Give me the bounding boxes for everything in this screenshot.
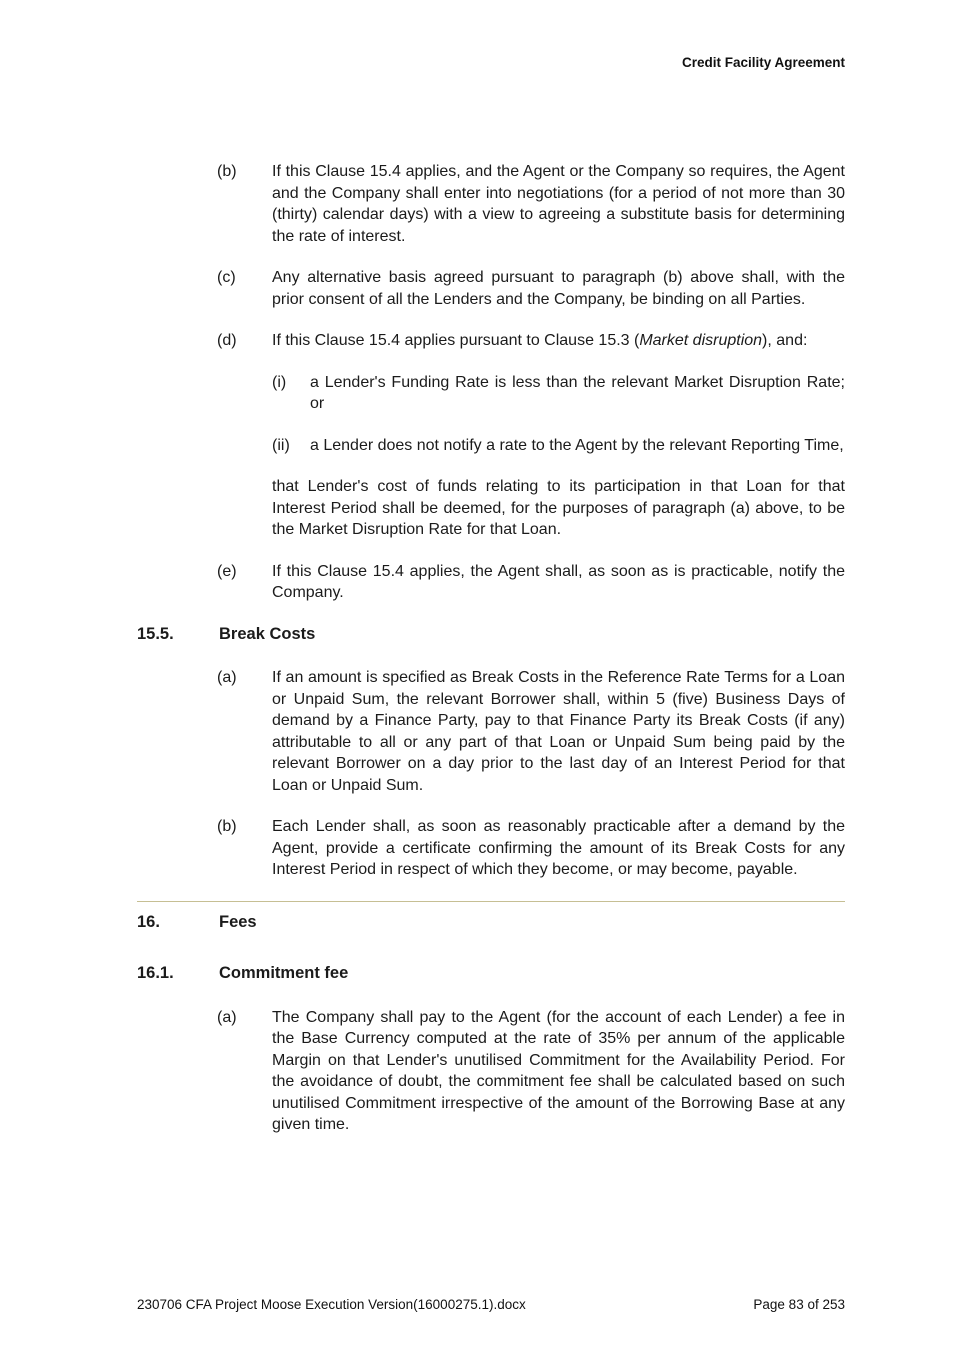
clause-marker: (b) <box>217 818 237 835</box>
clause-text: If this Clause 15.4 applies, and the Agent or the Company so requires, the Agent and the Company shall enter into negotiations (for a period of not more than 30 (thirty) calendar days) with a view to agreeing a substitute basis for determining the rate of interest. <box>272 163 845 245</box>
clause-marker: (c) <box>217 269 236 286</box>
clause-text <box>272 330 845 352</box>
clause-paragraph-b2 <box>137 816 845 881</box>
page-header-title: Credit Facility Agreement <box>681 55 845 70</box>
clause-text: a Lender does not notify a rate to the Agent by the relevant Reporting Time, <box>310 436 844 454</box>
clause-text: a Lender's Funding Rate is less than the relevant Market Disruption Rate; or <box>310 373 845 412</box>
section-number: 16. <box>137 912 160 931</box>
clause-text: that Lender's cost of funds relating to its participation in that Loan for that Interest Period shall be deemed, for the purposes of paragraph (a) above, to be the Market Disruption Rate for that Loan. <box>272 478 845 538</box>
clause-marker: (ii) <box>272 436 290 454</box>
clause-marker: (b) <box>217 163 237 180</box>
clause-text-segment: ), and: <box>762 332 808 349</box>
clause-marker: (a) <box>217 1008 237 1026</box>
section-heading-15-5 <box>137 624 845 646</box>
clause-text: Any alternative basis agreed pursuant to paragraph (b) above shall, with the prior consent of all the Lenders and the Company, be binding on all Parties. <box>272 269 845 308</box>
section-number: 15.5. <box>137 624 174 643</box>
document-body <box>137 161 845 1156</box>
clause-marker: (e) <box>217 562 237 580</box>
section-heading-16-1 <box>137 963 845 985</box>
footer-page-number: Page 83 of 253 <box>753 1297 845 1312</box>
clause-paragraph-b <box>137 161 845 247</box>
clause-text: Each Lender shall, as soon as reasonably practicable after a demand by the Agent, provide a certificate confirming the amount of its Break Costs for any Interest Period in respect of which they become, or may become, payable. <box>272 818 845 878</box>
clause-text: If an amount is specified as Break Costs in the Reference Rate Terms for a Loan or Unpaid Sum, the relevant Borrower shall, within 5 (five) Business Days of demand by a Finance Party, pay to that Finance Party its Break Costs (if any) attributable to all or any part of that Loan or Unpaid Sum being paid by the relevant Borrower on a day prior to the last day of an Interest Period for that Loan or Unpaid Sum. <box>272 669 845 794</box>
section-title: Fees <box>219 912 257 931</box>
section-divider <box>137 901 845 902</box>
section-heading-16 <box>137 912 845 934</box>
clause-text-segment: If this Clause 15.4 applies pursuant to Clause 15.3 ( <box>272 332 640 349</box>
clause-marker: (a) <box>217 669 237 686</box>
hanging-paragraph <box>137 476 845 541</box>
clause-paragraph-a <box>137 667 845 796</box>
clause-paragraph-a2 <box>137 1007 845 1136</box>
page-header <box>137 55 845 70</box>
clause-marker: (d) <box>217 332 237 349</box>
clause-paragraph-e <box>137 561 845 604</box>
clause-text: If this Clause 15.4 applies, the Agent shall, as soon as is practicable, notify the Company. <box>272 562 845 601</box>
clause-paragraph-c <box>137 267 845 310</box>
section-title: Break Costs <box>219 624 316 643</box>
clause-subparagraph-i <box>137 372 845 415</box>
clause-marker: (i) <box>272 373 287 391</box>
section-title: Commitment fee <box>219 964 349 982</box>
section-number: 16.1. <box>137 964 174 982</box>
clause-paragraph-d <box>137 330 845 352</box>
footer-filename: 230706 CFA Project Moose Execution Version(16000275.1).docx <box>137 1297 526 1312</box>
clause-text: The Company shall pay to the Agent (for the account of each Lender) a fee in the Base Currency computed at the rate of 35% per annum of the applicable Margin on that Lender's unutilised Commitment for the Availability Period. For the avoidance of doubt, the commitment fee shall be calculated based on such unutilised Commitment irrespective of the amount of the Borrowing Base at any given time. <box>272 1008 845 1133</box>
clause-text-italic: Market disruption <box>639 332 763 349</box>
page-footer <box>137 1297 845 1312</box>
clause-subparagraph-ii <box>137 435 845 457</box>
